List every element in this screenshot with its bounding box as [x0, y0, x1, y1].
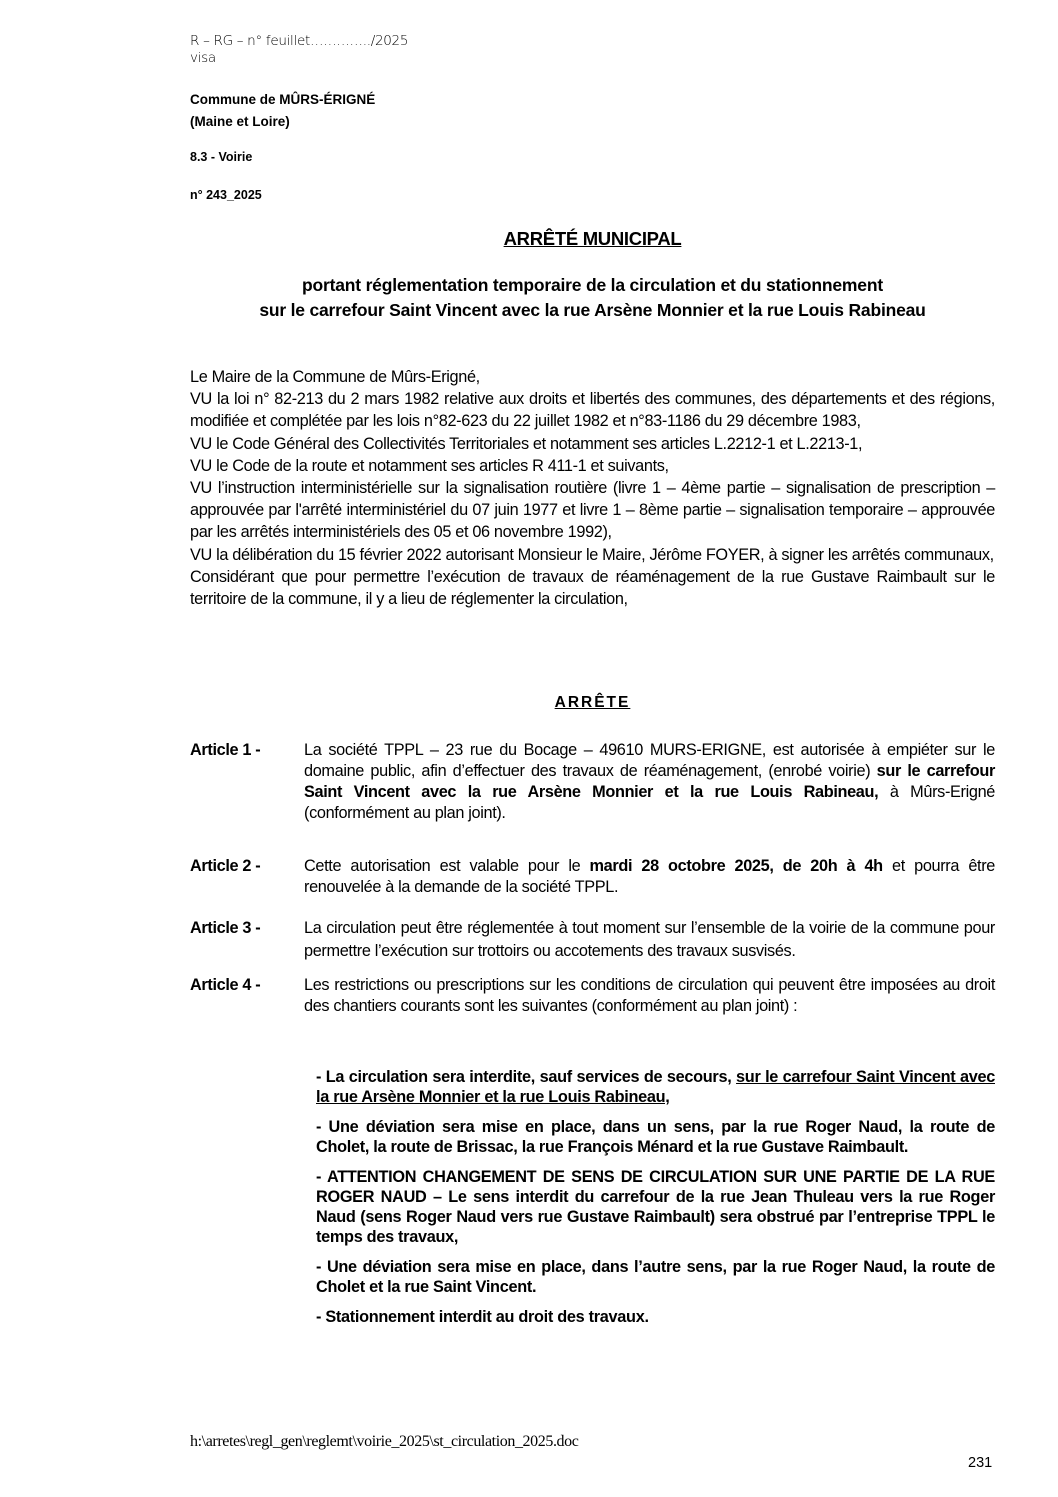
visa-label: visa — [190, 50, 216, 66]
preamble-paragraph: VU le Code de la route et notamment ses articles R 411-1 et suivants, — [190, 456, 669, 475]
arrete-heading: ARRÊTE — [554, 694, 631, 711]
article-1 — [190, 740, 995, 824]
footer-file-path: h:\arretes\regl_gen\reglemt\voirie_2025\st_circulation_2025.doc — [190, 1433, 579, 1450]
article-label: Article 1 - — [190, 741, 261, 759]
article-label: Article 3 - — [190, 919, 261, 937]
article-text-bold: mardi 28 octobre 2025, de 20h à 4h — [589, 857, 883, 875]
traffic-measures-list — [316, 1067, 995, 1337]
preamble-paragraph: VU la loi n° 82-213 du 2 mars 1982 relative aux droits et libertés des communes, des départements et des régions, modifiée et complétée par les lois n°82-623 du 22 juillet 1982 et n°83-1186 du 29 décembre 1983, — [190, 390, 995, 431]
article-text-plain: La société TPPL – 23 rue du Bocage – 49610 MURS-ERIGNE, est autorisée à empiéter sur le domaine public, afin d’effectuer des travaux de réaménagement, (enrobé voirie) — [304, 741, 995, 780]
measure-item: - Une déviation sera mise en place, dans l’autre sens, par la rue Roger Naud, la route de Cholet et la rue Saint Vincent. — [316, 1258, 995, 1296]
article-text — [304, 740, 995, 824]
page-number: 231 — [968, 1455, 993, 1471]
measure-item: - Stationnement interdit au droit des travaux. — [316, 1308, 649, 1326]
article-text: La circulation peut être réglementée à tout moment sur l’ensemble de la voirie de la commune pour permettre l’exécution sur trottoirs ou accotements des travaux susvisés. — [304, 919, 995, 960]
commune-block — [190, 89, 375, 133]
measure-item: - ATTENTION CHANGEMENT DE SENS DE CIRCULATION SUR UNE PARTIE DE LA RUE ROGER NAUD – Le sens interdit du carrefour de la rue Jean Thuleau vers la rue Roger Naud (sens Roger Naud vers rue Gustave Raimbault) sera obstrué par l’entreprise TPPL le temps des travaux, — [316, 1168, 995, 1246]
article-label: Article 4 - — [190, 976, 261, 994]
reference-line: R – RG – n° feuillet…………../2025 — [190, 33, 409, 49]
arrete-number: n° 243_2025 — [190, 188, 262, 202]
article-4 — [190, 975, 995, 1017]
measure-item — [316, 1067, 995, 1107]
document-title: ARRÊTÉ MUNICIPAL — [503, 228, 682, 249]
article-text-plain: et pourra être renouvelée à la demande de la société TPPL. — [304, 857, 995, 896]
reference-block — [190, 33, 408, 67]
departement-name: (Maine et Loire) — [190, 114, 290, 129]
commune-name: Commune de MÛRS-ÉRIGNÉ — [190, 92, 376, 107]
subtitle-line-1: portant réglementation temporaire de la circulation et du stationnement — [302, 275, 883, 295]
article-text-bold: sur le carrefour Saint Vincent avec la rue Arsène Monnier et la rue Louis Rabineau, — [304, 762, 995, 801]
category-label: 8.3 - Voirie — [190, 150, 253, 164]
article-label: Article 2 - — [190, 857, 261, 875]
measure-text-underlined: sur le carrefour Saint Vincent avec la rue Arsène Monnier et la rue Louis Rabineau, — [316, 1068, 995, 1106]
preamble — [190, 366, 995, 610]
subtitle-line-2: sur le carrefour Saint Vincent avec la rue Arsène Monnier et la rue Louis Rabineau — [259, 300, 926, 320]
preamble-paragraph: Considérant que pour permettre l’exécution de travaux de réaménagement de la rue Gustave Raimbault sur le territoire de la commune, il y a lieu de réglementer la circulation, — [190, 567, 995, 609]
article-text: Les restrictions ou prescriptions sur les conditions de circulation qui peuvent être imposées au droit des chantiers courants sont les suivantes (conformément au plan joint) : — [304, 976, 995, 1015]
article-text-plain: à Mûrs-Erigné (conformément au plan joint). — [304, 783, 995, 822]
measure-item: - Une déviation sera mise en place, dans un sens, par la rue Roger Naud, la route de Cholet, la route de Brissac, la rue François Ménard et la rue Gustave Raimbault. — [316, 1118, 995, 1156]
preamble-paragraph: VU le Code Général des Collectivités Territoriales et notamment ses articles L.2212-1 et L.2213-1, — [190, 434, 863, 453]
article-3 — [190, 917, 995, 963]
article-2 — [190, 856, 995, 898]
measure-text: - La circulation sera interdite, sauf services de secours, — [316, 1068, 737, 1086]
document-subtitle — [190, 273, 995, 323]
article-text — [304, 856, 995, 898]
preamble-paragraph: VU l’instruction interministérielle sur la signalisation routière (livre 1 – 4ème partie – signalisation de prescription – approuvée par l'arrêté interministériel du 07 juin 1977 et livre 1 – 8ème partie – signalisation temporaire – approuvée par les arrêtés interministériels des 05 et 06 novembre 1992), — [190, 479, 995, 542]
article-text-plain: Cette autorisation est valable pour le — [304, 857, 590, 875]
preamble-paragraph: Le Maire de la Commune de Mûrs-Erigné, — [190, 368, 480, 386]
preamble-paragraph: VU la délibération du 15 février 2022 autorisant Monsieur le Maire, Jérôme FOYER, à signer les arrêtés communaux, — [190, 545, 994, 564]
